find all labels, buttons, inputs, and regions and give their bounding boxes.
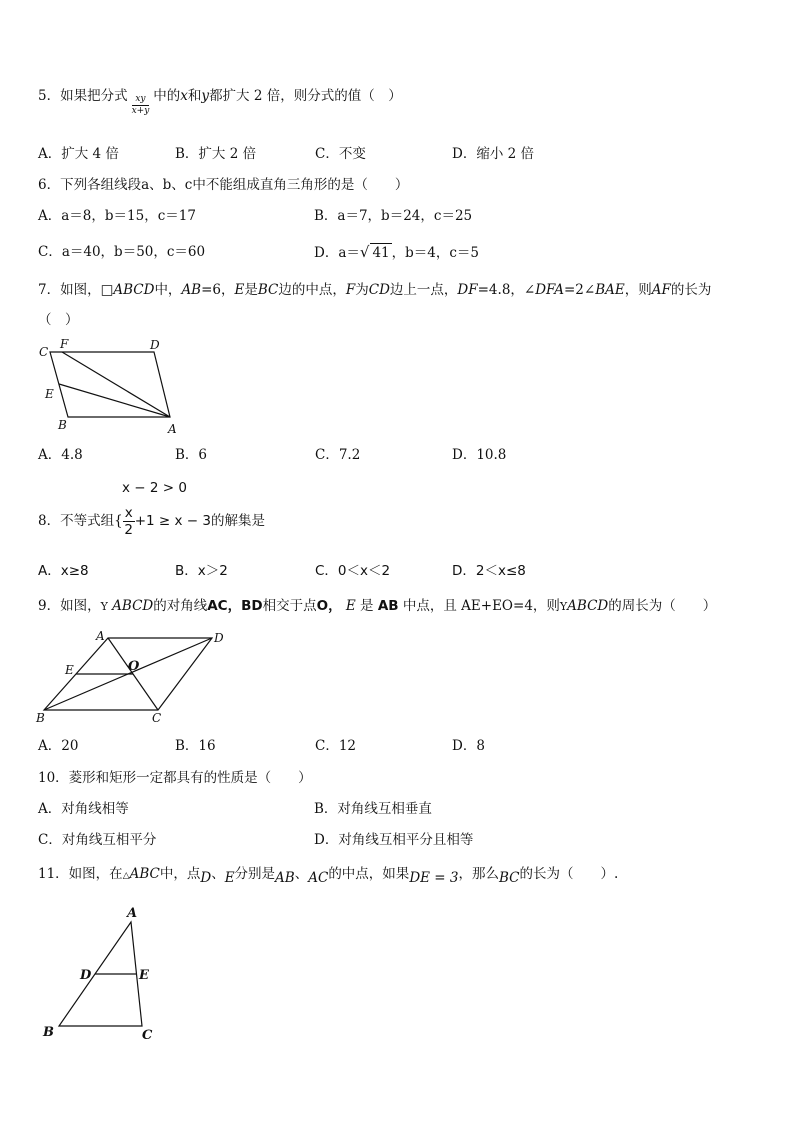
q8-frac-num: x bbox=[124, 505, 133, 521]
q9-o: O， bbox=[316, 598, 342, 614]
q8-text-b: 的解集是 bbox=[210, 513, 265, 529]
q7-option-c: C．7.2 bbox=[315, 447, 361, 463]
q7-t2: 中， bbox=[154, 282, 182, 298]
q8-option-b: B．x＞2 bbox=[175, 563, 228, 579]
q5-text-b: 中的 bbox=[153, 88, 181, 104]
q7-af: AF bbox=[651, 282, 671, 298]
q7-t7: 边上一点， bbox=[389, 282, 458, 298]
q7-option-b: B．6 bbox=[175, 447, 208, 463]
q11-ab: AB bbox=[275, 870, 295, 886]
q11-label-d: D bbox=[80, 968, 92, 983]
q7-t5: 边的中点， bbox=[278, 282, 346, 298]
q7-abcd: ABCD bbox=[113, 282, 155, 298]
q8-text-a: 8．不等式组{ bbox=[38, 513, 123, 529]
q9-label-a: A bbox=[96, 629, 105, 643]
q7-option-d: D．10.8 bbox=[452, 447, 507, 463]
q9-parallelogram-symbol-2: Y bbox=[559, 600, 568, 613]
q11-ac: AC bbox=[308, 870, 329, 886]
q7-t10: ，则 bbox=[624, 282, 652, 298]
q7-bc: BC bbox=[257, 282, 279, 298]
q7-label-c: C bbox=[39, 345, 49, 359]
q7-parallelogram bbox=[50, 352, 170, 417]
q5-text-a: 5．如果把分式 bbox=[38, 88, 128, 104]
q11-t3: 、 bbox=[211, 866, 225, 882]
q5-fraction bbox=[132, 94, 150, 117]
q9-parallelogram-symbol: Y bbox=[100, 600, 108, 613]
q7-t11: 的长为 bbox=[670, 282, 712, 298]
q9-t4: 是 bbox=[360, 598, 374, 614]
q11-figure bbox=[38, 902, 168, 1052]
q9-abcd-2: ABCD bbox=[567, 598, 609, 614]
q6-stem: 6．下列各组线段a、b、c中不能组成直角三角形的是（ ） bbox=[38, 177, 409, 193]
q11-label-c: C bbox=[142, 1028, 153, 1043]
q9-t2: 的对角线 bbox=[153, 598, 208, 614]
q9-label-o: O bbox=[128, 659, 140, 674]
q7-segment-ea bbox=[59, 384, 170, 417]
q11-t8: 的长为（ ）. bbox=[519, 866, 619, 882]
q7-label-f: F bbox=[60, 337, 69, 351]
q11-label-b: B bbox=[43, 1025, 54, 1040]
q9-ac-bd: AC，BD bbox=[207, 598, 263, 614]
q11-abc: ABC bbox=[129, 866, 160, 882]
q7-stem bbox=[38, 281, 711, 299]
q11-t5: 、 bbox=[294, 866, 309, 882]
q8-option-d: D．2＜x≤8 bbox=[452, 563, 526, 579]
q9-e: E bbox=[345, 598, 356, 614]
q11-e: E bbox=[224, 870, 235, 886]
q7-t8: =4.8，∠ bbox=[477, 282, 536, 298]
q11-bc: BC bbox=[498, 870, 520, 886]
q6-optd-radical: √ bbox=[359, 243, 370, 261]
q6-optd-text-b: ，b＝4，c＝5 bbox=[391, 245, 480, 261]
q9-stem bbox=[38, 597, 716, 616]
q7-e: E bbox=[234, 282, 245, 298]
q11-d: D bbox=[200, 870, 212, 886]
q6-option-d bbox=[314, 243, 479, 262]
q11-t6: 的中点，如果 bbox=[328, 866, 410, 882]
q7-label-a: A bbox=[168, 422, 177, 436]
q10-option-c: C．对角线互相平分 bbox=[38, 832, 157, 848]
q9-abcd: ABCD bbox=[112, 598, 154, 614]
q11-triangle-symbol: △ bbox=[122, 871, 130, 881]
q8-inequality-1: x − 2 > 0 bbox=[122, 480, 187, 496]
q11-t7: ，那么 bbox=[458, 866, 499, 882]
q5-option-c: C．不变 bbox=[315, 146, 366, 162]
q7-option-a: A．4.8 bbox=[38, 447, 83, 463]
q5-stem bbox=[38, 85, 402, 116]
q7-label-d: D bbox=[150, 338, 160, 352]
q8-fraction bbox=[123, 505, 135, 538]
q9-option-d: D．8 bbox=[452, 738, 485, 754]
q9-label-d: D bbox=[214, 631, 224, 645]
q11-de-eq: DE = 3 bbox=[409, 870, 459, 886]
q5-option-a: A．扩大 4 倍 bbox=[38, 146, 119, 162]
q10-option-a: A．对角线相等 bbox=[38, 801, 129, 817]
q7-f: F bbox=[345, 282, 356, 298]
q9-t1: 9．如图， bbox=[38, 598, 101, 614]
q7-segment-fa bbox=[62, 352, 170, 417]
q7-df: DF bbox=[457, 282, 478, 298]
q11-t2: 中，点 bbox=[159, 866, 201, 882]
q7-t6: 为 bbox=[355, 282, 369, 298]
q7-t1: 7．如图，□ bbox=[38, 282, 114, 298]
q9-t3: 相交于点 bbox=[262, 598, 317, 614]
q7-answer-paren: （ ） bbox=[38, 312, 79, 328]
q8-frac-den: 2 bbox=[124, 522, 133, 538]
q11-label-a: A bbox=[127, 906, 138, 921]
q7-dfa: DFA bbox=[535, 282, 564, 298]
q6-option-b: B．a＝7，b＝24，c＝25 bbox=[314, 208, 473, 224]
q5-var-y: y bbox=[201, 88, 210, 104]
q9-option-c: C．12 bbox=[315, 738, 357, 754]
q6-optd-text-a: D．a＝ bbox=[314, 245, 360, 261]
q9-t5: 中点，且 AE+EO=4，则 bbox=[402, 598, 560, 614]
q6-option-c: C．a＝40，b＝50，c＝60 bbox=[38, 244, 206, 260]
q8-option-a: A．x≥8 bbox=[38, 563, 89, 579]
q6-option-a: A．a＝8，b＝15，c＝17 bbox=[38, 208, 196, 224]
q6-optd-radicand: 41 bbox=[372, 245, 390, 261]
q5-text-c: 和 bbox=[187, 88, 202, 104]
q10-option-d: D．对角线互相平分且相等 bbox=[314, 832, 474, 848]
q5-option-b: B．扩大 2 倍 bbox=[175, 146, 257, 162]
q9-option-a: A．20 bbox=[38, 738, 79, 754]
q7-t9: =2∠ bbox=[564, 282, 596, 298]
q9-label-c: C bbox=[152, 711, 162, 725]
q11-t1: 11．如图，在 bbox=[38, 866, 123, 882]
q11-t4: 分别是 bbox=[234, 866, 276, 882]
q7-t3: =6， bbox=[201, 282, 235, 298]
q7-label-b: B bbox=[58, 418, 67, 432]
q5-var-x: x bbox=[180, 88, 188, 104]
q7-cd: CD bbox=[368, 282, 390, 298]
q8-option-c: C．0＜x＜2 bbox=[315, 563, 391, 579]
q9-figure bbox=[30, 628, 240, 728]
q7-t4: 是 bbox=[244, 282, 258, 298]
q7-figure bbox=[30, 336, 190, 436]
q9-option-b: B．16 bbox=[175, 738, 216, 754]
q5-text-d: 都扩大 2 倍，则分式的值（ ） bbox=[209, 88, 402, 104]
q5-option-d: D．缩小 2 倍 bbox=[452, 146, 534, 162]
q10-stem: 10．菱形和矩形一定都具有的性质是（ ） bbox=[38, 770, 312, 786]
q5-frac-num: xy bbox=[132, 94, 150, 106]
q9-ab: AB bbox=[377, 598, 399, 614]
q7-label-e: E bbox=[45, 387, 54, 401]
q11-stem bbox=[38, 865, 618, 885]
q10-option-b: B．对角线互相垂直 bbox=[314, 801, 432, 817]
q7-ab: AB bbox=[181, 282, 202, 298]
q11-label-e: E bbox=[139, 968, 149, 983]
q8-stem bbox=[38, 505, 265, 538]
q7-bae: BAE bbox=[595, 282, 625, 298]
q8-inequality-2-rest: +1 ≥ x − 3 bbox=[134, 513, 211, 529]
q9-label-e: E bbox=[65, 663, 74, 677]
q9-t6: 的周长为（ ） bbox=[608, 598, 717, 614]
q9-label-b: B bbox=[36, 711, 45, 725]
q5-frac-den: x+y bbox=[131, 106, 150, 116]
